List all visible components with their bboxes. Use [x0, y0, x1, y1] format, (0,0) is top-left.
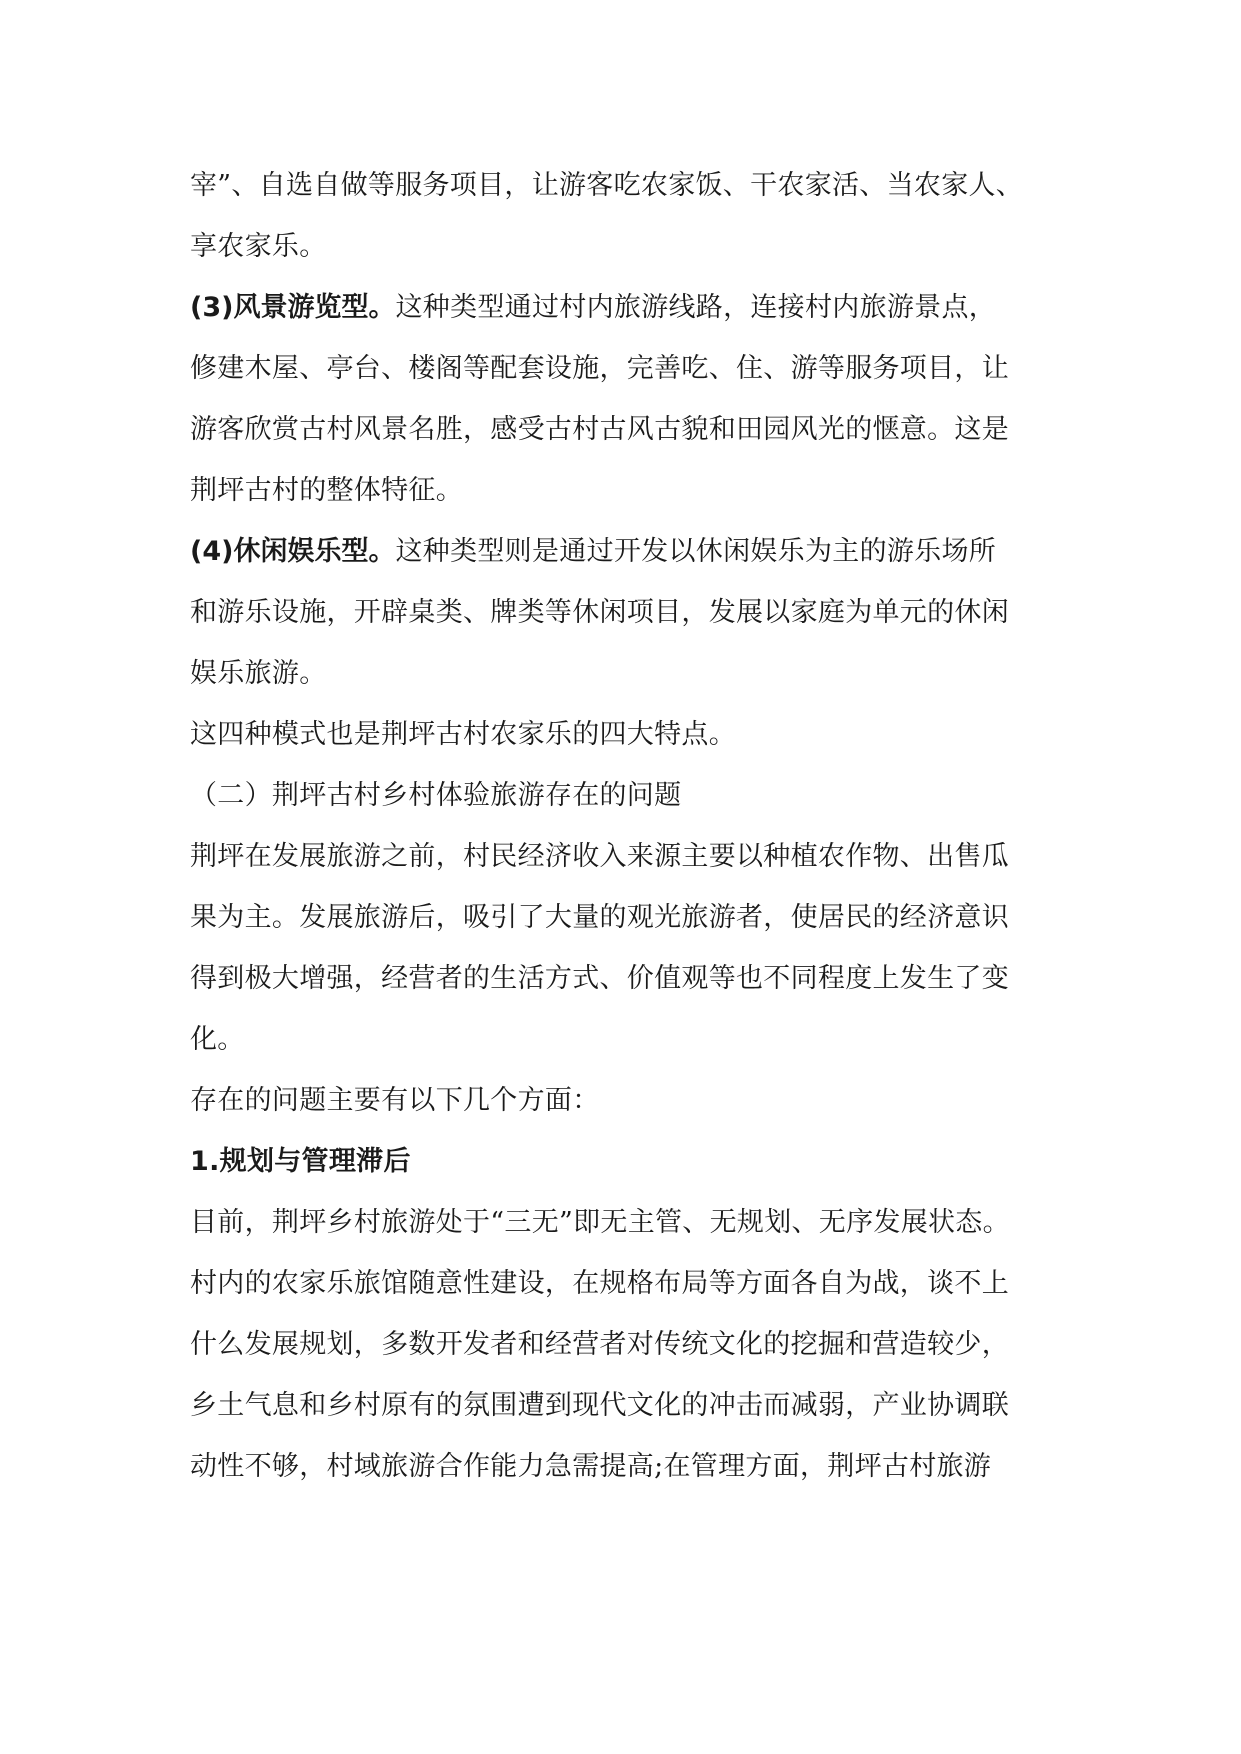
paragraph-line: 动性不够，村域旅游合作能力急需提高;在管理方面，荆坪古村旅游	[190, 1451, 992, 1482]
paragraph-line: 什么发展规划，多数开发者和经营者对传统文化的挖掘和营造较少，	[190, 1329, 1009, 1360]
paragraph-line: 这四种模式也是荆坪古村农家乐的四大特点。	[190, 719, 736, 750]
paragraph-line: 游客欣赏古村风景名胜，感受古村古风古貌和田园风光的惬意。这是	[190, 414, 1009, 445]
paragraph-line: 荆坪古村的整体特征。	[190, 475, 463, 506]
paragraph-line: 得到极大增强，经营者的生活方式、价值观等也不同程度上发生了变	[190, 963, 1009, 994]
paragraph-line: 享农家乐。	[190, 231, 327, 262]
paragraph-line: 存在的问题主要有以下几个方面：	[190, 1085, 600, 1116]
paragraph-line: 荆坪在发展旅游之前，村民经济收入来源主要以种植农作物、出售瓜	[190, 841, 1009, 872]
section-label: (3)风景游览型。	[190, 292, 396, 323]
paragraph-line: 娱乐旅游。	[190, 658, 327, 689]
paragraph-line: (4)休闲娱乐型。这种类型则是通过开发以休闲娱乐为主的游乐场所	[190, 536, 997, 567]
paragraph-line: 化。	[190, 1024, 245, 1055]
paragraph-line: 村内的农家乐旅馆随意性建设，在规格布局等方面各自为战，谈不上	[190, 1268, 1009, 1299]
paragraph-line: (3)风景游览型。这种类型通过村内旅游线路，连接村内旅游景点，	[190, 292, 997, 323]
paragraph-line: 目前，荆坪乡村旅游处于“三无”即无主管、无规划、无序发展状态。	[190, 1207, 1010, 1238]
subsection-title: （二）荆坪古村乡村体验旅游存在的问题	[190, 780, 682, 811]
paragraph-line: 果为主。发展旅游后，吸引了大量的观光旅游者，使居民的经济意识	[190, 902, 1009, 933]
paragraph-line: 乡土气息和乡村原有的氛围遭到现代文化的冲击而减弱，产业协调联	[190, 1390, 1009, 1421]
paragraph-line: 宰”、自选自做等服务项目，让游客吃农家饭、干农家活、当农家人、	[190, 170, 1024, 201]
paragraph-line: 修建木屋、亭台、楼阁等配套设施，完善吃、住、游等服务项目，让	[190, 353, 1009, 384]
section-label: (4)休闲娱乐型。	[190, 536, 396, 567]
paragraph-line: 和游乐设施，开辟桌类、牌类等休闲项目，发展以家庭为单元的休闲	[190, 597, 1009, 628]
section-heading: 1.规划与管理滞后	[190, 1146, 411, 1177]
